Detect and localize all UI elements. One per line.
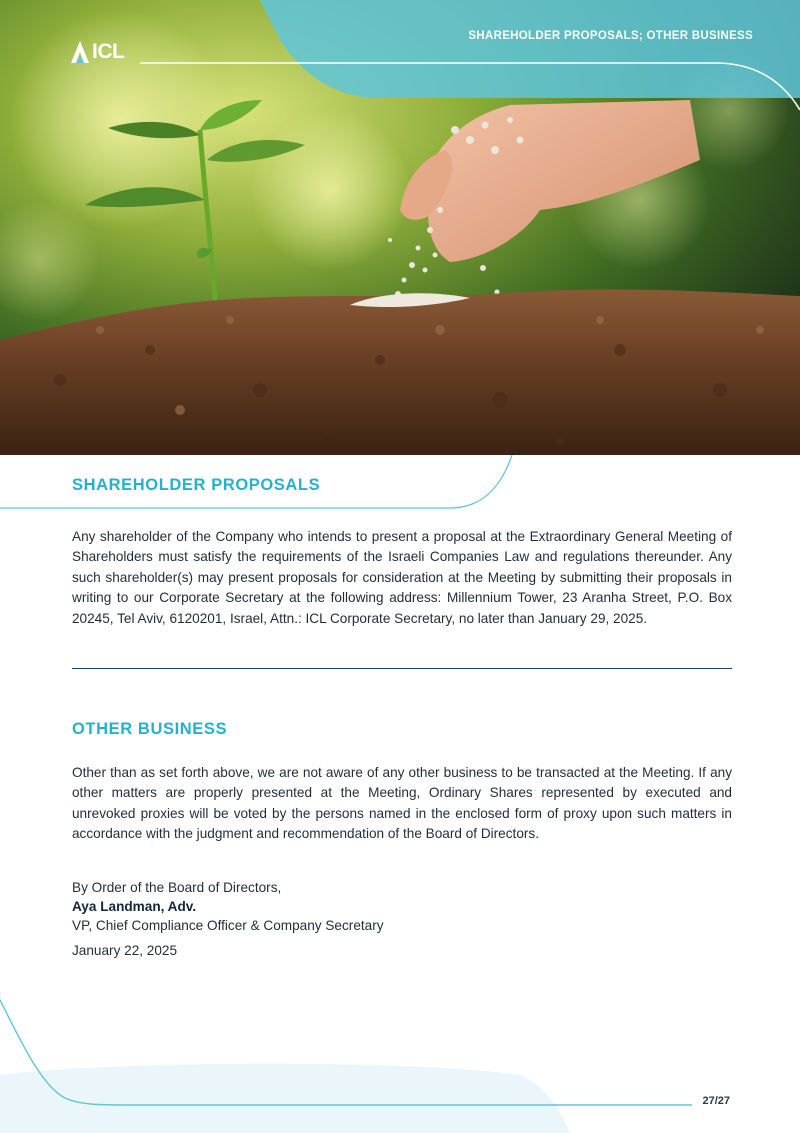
- section-divider: [72, 668, 732, 669]
- shareholder-proposals-heading: SHAREHOLDER PROPOSALS: [72, 476, 321, 494]
- other-business-heading: OTHER BUSINESS: [72, 720, 228, 738]
- shareholder-proposals-body: Any shareholder of the Company who intends to present a proposal at the Extraordinary General Meeting of Shareholders must satisfy the requirements of the Israeli Companies Law and regulations thereunder. Any such shareholder(s) may present proposals for consideration at the Meeting by submitting their proposals in writing to our Corporate Secretary at the following address: Millennium Tower, 23 Aranha Street, P.O. Box 20245, Tel Aviv, 6120201, Israel, Attn.: ICL Corporate Secretary, no later than January 29, 2025.: [72, 529, 732, 626]
- header-tab: [260, 0, 800, 98]
- icl-logo-icon: [70, 40, 90, 64]
- signature-intro: By Order of the Board of Directors,: [72, 880, 282, 895]
- icl-logo-text: ICL: [92, 40, 125, 63]
- signature-name: Aya Landman, Adv.: [72, 899, 197, 914]
- signature-title: VP, Chief Compliance Officer & Company Secretary: [72, 918, 384, 933]
- header-title: SHAREHOLDER PROPOSALS; OTHER BUSINESS: [468, 30, 753, 42]
- icl-logo: [70, 40, 124, 64]
- page-number: 27/27: [702, 1095, 730, 1107]
- signature-date: January 22, 2025: [72, 943, 178, 958]
- other-business-body: Other than as set forth above, we are not aware of any other business to be transacted at the Meeting. If any other matters are properly presented at the Meeting, Ordinary Shares represented by executed and unrevoked proxies will be voted by the persons named in the enclosed form of proxy upon such matters in accordance with the judgment and recommendation of the Board of Directors.: [72, 765, 732, 842]
